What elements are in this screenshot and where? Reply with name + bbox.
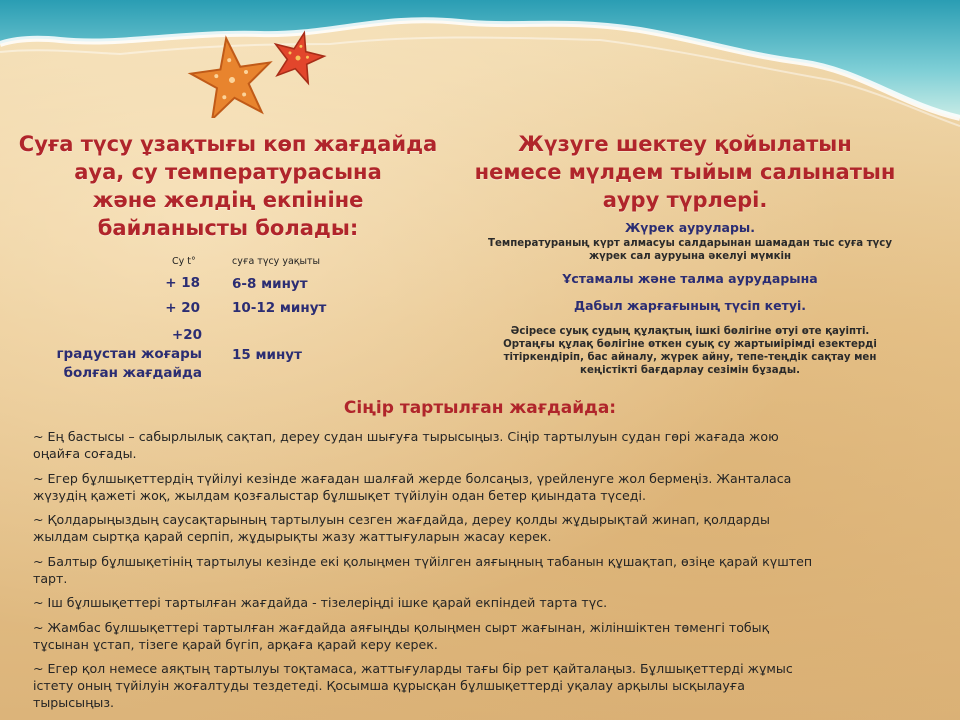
list-item: ~ Егер бұлшықеттердің түйілуі кезінде жағадан шалғай жерде болсаңыз, үрейленуге жол бермеңіз. Жанталаса жүзудің қажеті жоқ, жылдам қозғалыстар бұлшықет түйілуін одан бетер қиындата түседі. [33,470,792,503]
list-item: ~ Балтыр бұлшықетінің тартылуы кезінде екі қолыңмен түйілген аяғыңның табанын құшақтап, өзіңе қарай күштеп тарт. [33,553,813,586]
table-row-time: 6-8 минут [232,276,308,292]
disease-heading: Жүрек аурулары. [625,220,755,235]
title-line: немесе мүлдем тыйым салынатын [474,160,896,184]
disease-item [470,298,910,313]
list-item: ~ Жамбас бұлшықеттері тартылған жағдайда аяғыңды қолыңмен сырт жағынан, жіліншіктен төменгі тобық тұсынан ұстап, тізеге қарай бүгіп, арқаға қарай керу керек. [33,619,770,652]
section-title: Сіңір тартылған жағдайда: [343,398,617,418]
disease-description: Әсіресе суық судың құлақтың ішкі бөлігіне өтуі өте қауіпті. Ортаңғы құлақ бөлігіне өткен суық су жартыиірімді езектерді тітіркендіріп, бас айналу, жүрек айну, тепе-теңдік сақтау мен кеңістікті бағдарлау сезімін бұзады. [503,326,877,376]
right-column-title [470,130,900,214]
table-header-temperature: Су t° [172,256,196,267]
disease-item [470,271,910,286]
list-item: ~ Ең бастысы – сабырлылық сақтап, дереу судан шығуға тырысыңыз. Сіңір тартылуын судан гөрі жағада жою оңайға соғады. [33,429,779,461]
table-row-time: 15 минут [232,347,302,363]
disease-item [470,325,910,377]
starfish-icon [180,28,340,118]
title-line: ауа, су температурасына [74,160,382,184]
table-row-temp: +20 градустан жоғары болған жағдайда [56,327,202,381]
title-line: және желдің екпініне [92,188,364,212]
list-item: ~ Іш бұлшықеттері тартылған жағдайда - тізелеріңді ішке қарай екпіндей тарта түс. [33,595,608,610]
title-line: Жүзуге шектеу қойылатын [518,132,852,156]
title-line: Суға түсу ұзақтығы көп жағдайда [18,132,438,156]
table-header-duration: суға түсу уақыты [232,256,321,267]
table-row-temp: + 20 [165,300,200,316]
table-row-time: 10-12 минут [232,300,327,316]
list-item: ~ Қолдарыңыздың саусақтарының тартылуын сезген жағдайда, дереу қолды жұдырықтай жинап, қолдарды жылдам сыртқа қарай серпіп, жұдырықты жазу жаттығуларын жасау керек. [33,512,770,544]
tips-list [33,428,933,719]
list-item: ~ Егер қол немесе аяқтың тартылуы тоқтамаса, жаттығуларды тағы бір рет қайталаңыз. Бұлшықеттерді жұмыс істету оның түйілуін жоғалтуды тездетеді. Қосымша құрысқан бұлшықеттерді уқалау арқылы ысқылауға тырысыңыз. [33,661,793,710]
disease-item [470,220,910,263]
disease-description: Температураның күрт алмасуы салдарынан шамадан тыс суға түсу жүрек сал ауруына әкелуі мүмкін [488,238,892,262]
left-column-title [18,130,438,242]
sea-wave-decoration [0,0,960,140]
table-row-temp: + 18 [165,275,200,291]
disease-heading: Дабыл жарғағының түсіп кетуі. [573,298,807,313]
title-line: байланысты болады: [97,216,359,240]
title-line: ауру түрлері. [602,188,768,212]
disease-heading: Ұстамалы және талма аурударына [562,271,818,286]
